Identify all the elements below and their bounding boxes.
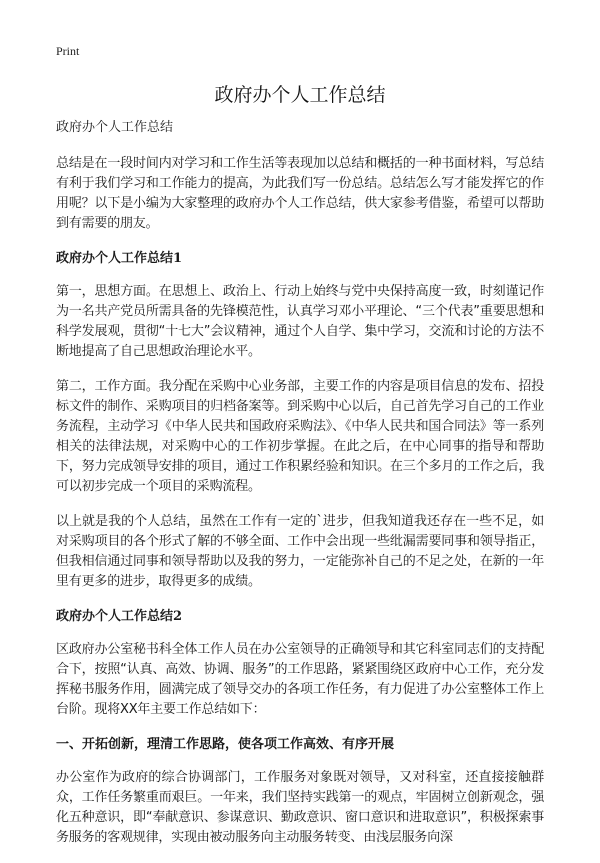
section-2-subheading: 一、开拓创新，理清工作思路，使各项工作高效、有序开展 (56, 737, 395, 752)
document-subtitle: 政府办个人工作总结 (56, 120, 174, 135)
document-body (56, 118, 544, 863)
section-1-paragraph-1: 第一，思想方面。在思想上、政治上、行动上始终与党中央保持高度一致，时刻谨记作为一名共产党员所需具备的先锋模范性，认真学习邓小平理论、“三个代表”重要思想和科学发展观，贯彻“十七大”会议精神，通过个人自学、集中学习，交流和讨论的方法不断地提高了自己思想政治理论水平。 (56, 284, 544, 359)
section-2-heading: 政府办个人工作总结2 (56, 609, 183, 624)
section-1-paragraph-3: 以上就是我的个人总结，虽然在工作有一定的`进步，但我知道我还存在一些不足，如对采购项目的各个形式了解的不够全面、工作中会出现一些纰漏需要同事和领导指正，但我相信通过同事和领导帮助以及我的努力，一定能弥补自己的不足之处，在新的一年里有更多的进步，取得更多的成绩。 (56, 514, 544, 589)
section-1-heading: 政府办个人工作总结1 (56, 251, 183, 266)
page-title: 政府办个人工作总结 (214, 84, 386, 106)
section-2-paragraph-2: 办公室作为政府的综合协调部门，工作服务对象既对领导，又对科室，还直接接触群众，工作任务繁重而艰巨。一年来，我们坚持实践第一的观点，牢固树立创新观念，强化五种意识，即“奉献意识、参谋意识、勤政意识、窗口意识和进取意识”，积极探索事务服务的客观规律，实现由被动服务向主动服务转变、由浅层服务向深 (56, 770, 544, 845)
section-2-paragraph-1: 区政府办公室秘书科全体工作人员在办公室领导的正确领导和其它科室同志们的支持配合下，按照“认真、高效、协调、服务”的工作思路，紧紧围绕区政府中心工作，充分发挥秘书服务作用，圆满完成了领导交办的各项工作任务，有力促进了办公室整体工作上台阶。现将XX年主要工作总结如下： (56, 642, 544, 717)
intro-paragraph: 总结是在一段时间内对学习和工作生活等表现加以总结和概括的一种书面材料，写总结有利于我们学习和工作能力的提高，为此我们写一份总结。总结怎么写才能发挥它的作用呢？以下是小编为大家整理的政府办个人工作总结，供大家参考借鉴，希望可以帮助到有需要的朋友。 (56, 156, 544, 231)
section-1-paragraph-2: 第二，工作方面。我分配在采购中心业务部，主要工作的内容是项目信息的发布、招投标文件的制作、采购项目的归档备案等。到采购中心以后，自己首先学习自己的工作业务流程，主动学习《中华人民共和国政府采购法》、《中华人民共和国合同法》等一系列相关的法律法规，对采购中心的工作初步掌握。在此之后，在中心同事的指导和帮助下，努力完成领导安排的项目，通过工作积累经验和知识。在三个多月的工作之后，我可以初步完成一个项目的采购流程。 (56, 379, 544, 494)
print-link[interactable]: Print (56, 44, 80, 58)
